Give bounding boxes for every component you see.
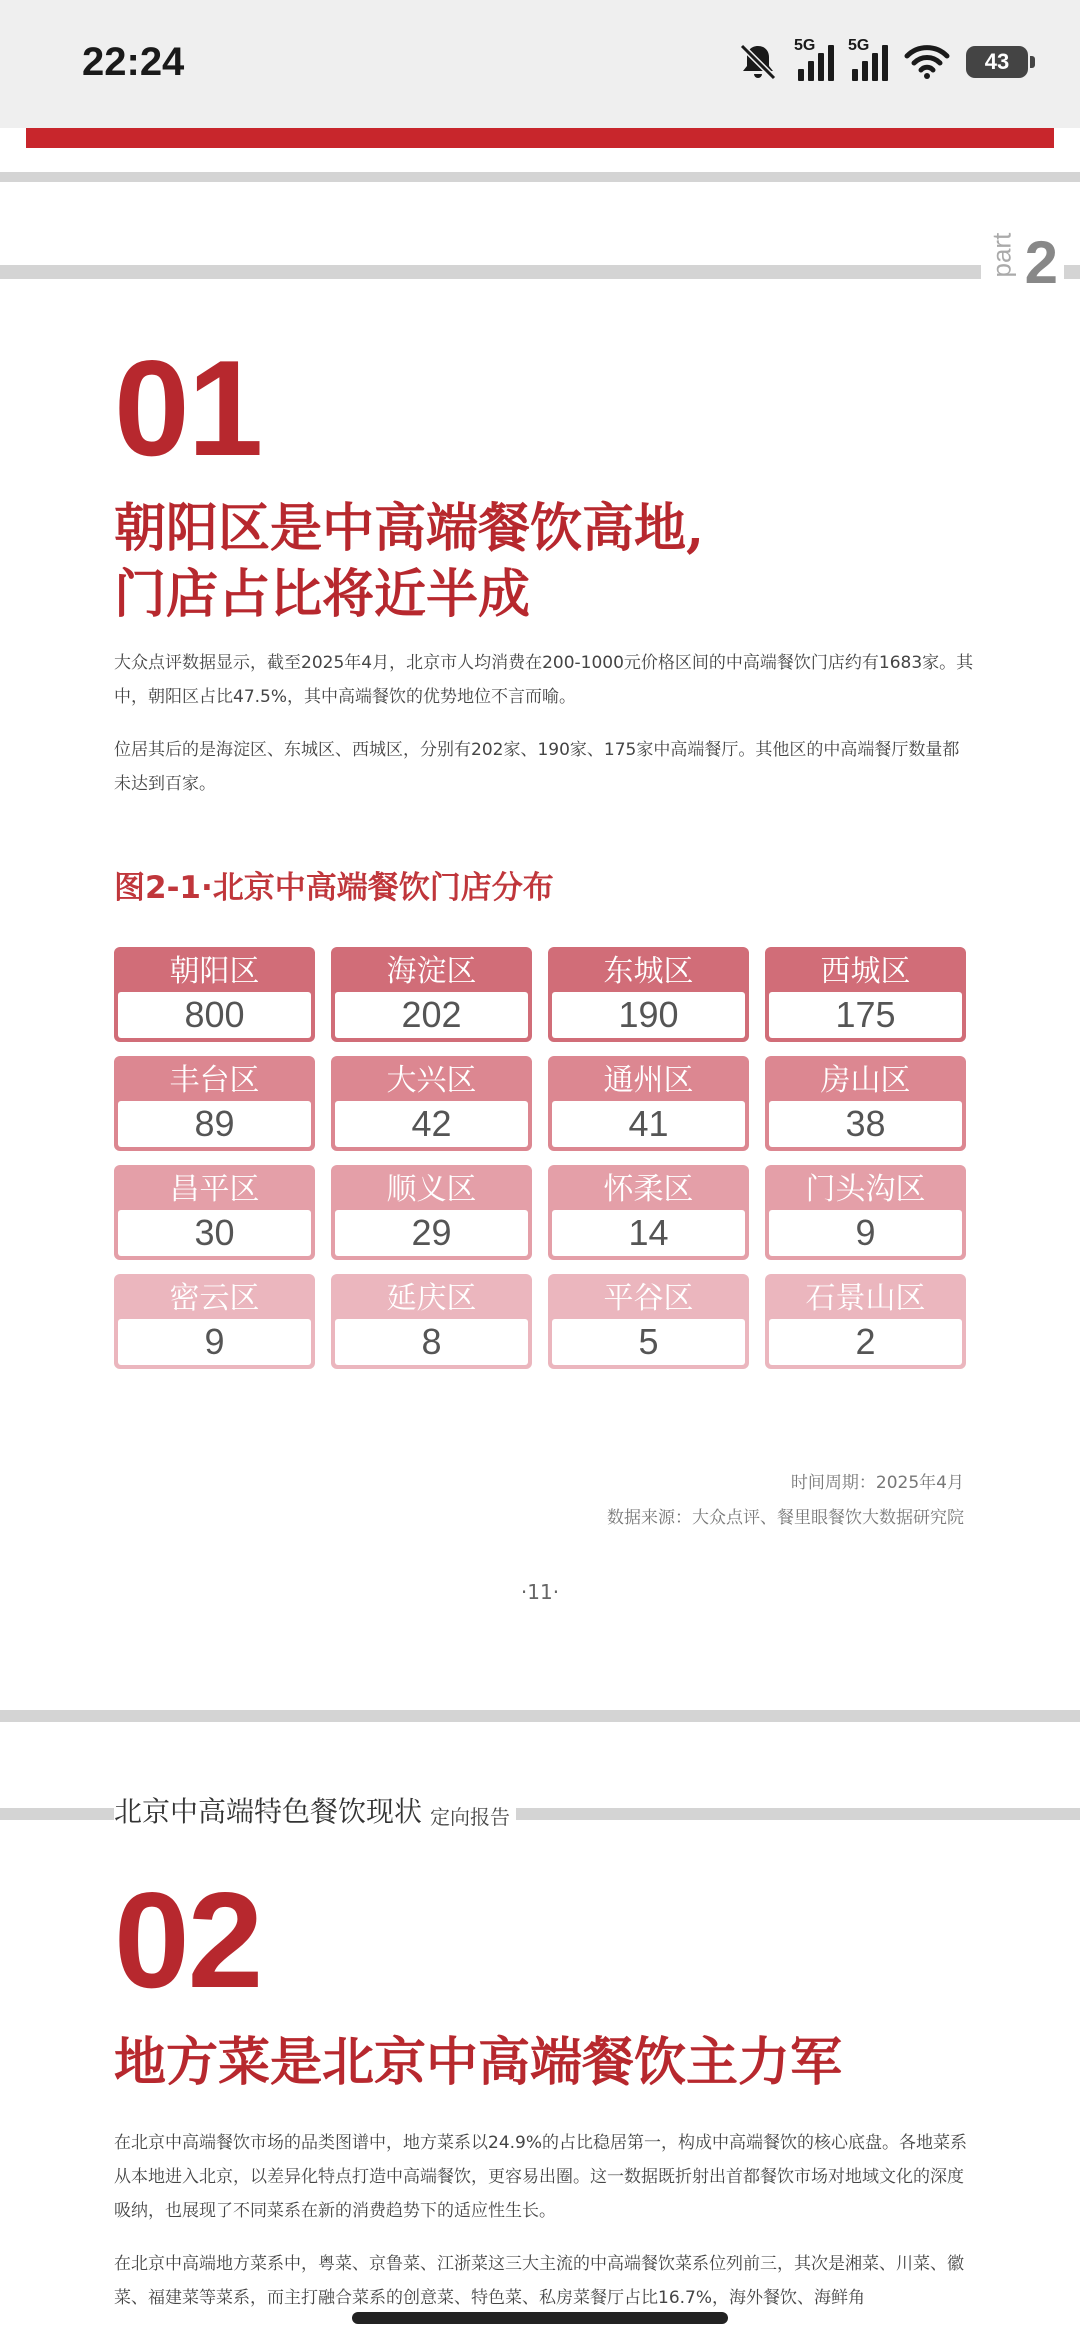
- district-name: 海淀区: [386, 954, 477, 989]
- district-cell-miyun: [114, 1274, 315, 1369]
- page-divider-top: [0, 172, 1080, 182]
- paragraph-2: 位居其后的是海淀区、东城区、西城区，分别有202家、190家、175家中高端餐厅。其他区的中高端餐厅数量都未达到百家。: [114, 740, 960, 794]
- district-name: 西城区: [820, 954, 911, 989]
- district-value: 14: [552, 1210, 745, 1256]
- page-divider-bottom: [0, 1710, 1080, 1722]
- district-name: 密云区: [169, 1281, 260, 1316]
- district-cell-xicheng: [765, 947, 966, 1042]
- paragraph-3: 在北京中高端餐饮市场的品类图谱中，地方菜系以24.9%的占比稳居第一，构成中高端餐饮的核心底盘。各地菜系从本地进入北京，以差异化特点打造中高端餐饮，更容易出圈。这一数据既折射出首都餐饮市场对地域文化的深度吸纳，也展现了不同菜系在新的消费趋势下的适应性生长。: [114, 2133, 968, 2221]
- district-name: 石景山区: [805, 1281, 926, 1316]
- district-value: 8: [335, 1319, 528, 1365]
- district-value: 5: [552, 1319, 745, 1365]
- status-icons: [736, 37, 1028, 82]
- part-marker: [981, 228, 1064, 297]
- district-cell-dongcheng: [548, 947, 749, 1042]
- district-cell-haidian: [331, 947, 532, 1042]
- district-cell-huairou: [548, 1165, 749, 1260]
- district-cell-daxing: [331, 1056, 532, 1151]
- district-cell-tongzhou: [548, 1056, 749, 1151]
- district-cell-fengtai: [114, 1056, 315, 1151]
- district-cell-yanqing: [331, 1274, 532, 1369]
- wifi-icon: [904, 44, 950, 80]
- mute-bell-icon: [736, 42, 780, 82]
- district-cell-shunyi: [331, 1165, 532, 1260]
- district-name: 怀柔区: [603, 1172, 694, 1207]
- section-headline-02: 地方菜是北京中高端餐饮主力军: [114, 2032, 843, 2093]
- status-time: 22:24: [82, 40, 185, 84]
- district-value: 38: [769, 1101, 962, 1147]
- part-word: part: [986, 232, 1017, 278]
- network-type-1: 5G: [794, 37, 816, 54]
- part-rule: [0, 265, 1080, 279]
- district-name: 门头沟区: [805, 1172, 926, 1207]
- section-number-02: 02: [114, 1864, 262, 2016]
- district-name: 东城区: [603, 954, 694, 989]
- district-name: 房山区: [820, 1063, 911, 1098]
- district-cell-chaoyang: [114, 947, 315, 1042]
- time-period-note: 时间周期：2025年4月: [790, 1473, 964, 1493]
- district-cell-changping: [114, 1165, 315, 1260]
- top-red-bar: [26, 128, 1054, 148]
- district-name: 丰台区: [169, 1063, 260, 1098]
- cell-signal-2-icon: [848, 37, 888, 81]
- district-grid: [114, 947, 967, 1369]
- district-cell-fangshan: [765, 1056, 966, 1151]
- part-number: 2: [1024, 229, 1058, 296]
- headline-line-2: 门店占比将近半成: [114, 564, 531, 625]
- home-indicator[interactable]: [352, 2312, 728, 2324]
- district-name: 顺义区: [386, 1172, 477, 1207]
- figure-title: 图2-1·北京中高端餐饮门店分布: [114, 870, 554, 906]
- report-header: [114, 1790, 516, 1830]
- district-name: 延庆区: [386, 1281, 477, 1316]
- district-name: 朝阳区: [169, 954, 260, 989]
- network-type-2: 5G: [848, 37, 870, 54]
- cell-signal-1-icon: [794, 37, 834, 81]
- section-headline-01: [114, 496, 704, 628]
- section-number-01: 01: [114, 332, 262, 484]
- district-value: 800: [118, 992, 311, 1038]
- district-value: 30: [118, 1210, 311, 1256]
- district-value: 9: [118, 1319, 311, 1365]
- district-value: 41: [552, 1101, 745, 1147]
- page-number: ·11·: [520, 1580, 560, 1604]
- paragraph-1: 大众点评数据显示，截至2025年4月，北京市人均消费在200-1000元价格区间的中高端餐饮门店约有1683家。其中，朝阳区占比47.5%，其中高端餐饮的优势地位不言而喻。: [114, 653, 974, 707]
- status-bar: [0, 0, 1080, 128]
- district-cell-pinggu: [548, 1274, 749, 1369]
- headline-line-1: 朝阳区是中高端餐饮高地,: [114, 498, 705, 559]
- paragraph-4: 在北京中高端地方菜系中，粤菜、京鲁菜、江浙菜这三大主流的中高端餐饮菜系位列前三，其次是湘菜、川菜、徽菜、福建菜等菜系，而主打融合菜系的创意菜、特色菜、私房菜餐厅占比16.7%，海外餐饮、海鲜角: [114, 2254, 964, 2308]
- district-name: 平谷区: [603, 1281, 694, 1316]
- battery-icon: 43: [966, 46, 1028, 78]
- report-tag: 定向报告: [430, 1805, 511, 1829]
- district-value: 2: [769, 1319, 962, 1365]
- district-value: 175: [769, 992, 962, 1038]
- district-name: 昌平区: [169, 1172, 260, 1207]
- district-value: 9: [769, 1210, 962, 1256]
- district-value: 89: [118, 1101, 311, 1147]
- district-value: 190: [552, 992, 745, 1038]
- district-name: 大兴区: [386, 1063, 477, 1098]
- district-value: 42: [335, 1101, 528, 1147]
- report-title: 北京中高端特色餐饮现状: [114, 1795, 423, 1828]
- district-cell-shijingshan: [765, 1274, 966, 1369]
- district-value: 29: [335, 1210, 528, 1256]
- district-value: 202: [335, 992, 528, 1038]
- data-source-note: 数据来源：大众点评、餐里眼餐饮大数据研究院: [607, 1508, 964, 1528]
- district-name: 通州区: [603, 1063, 694, 1098]
- district-cell-mentougou: [765, 1165, 966, 1260]
